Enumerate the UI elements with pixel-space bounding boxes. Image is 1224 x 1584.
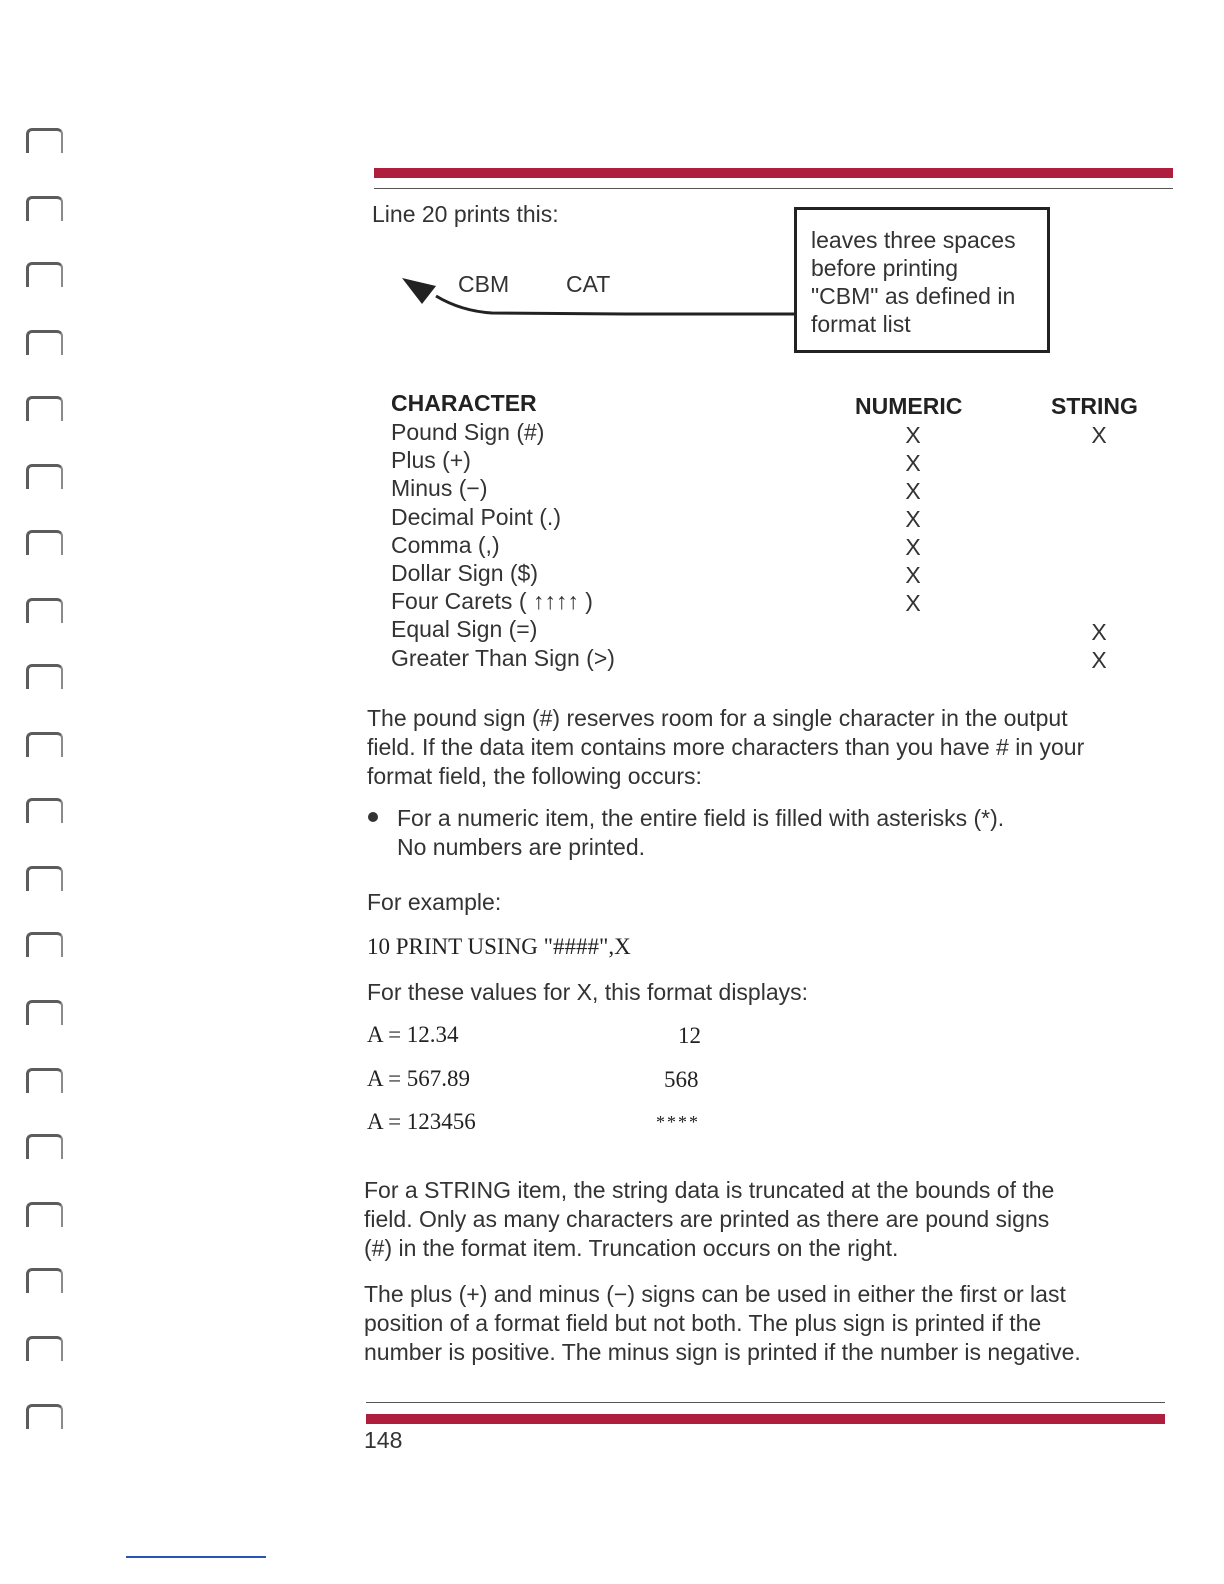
bullet-dot	[368, 812, 378, 822]
bullet-line: For a numeric item, the entire field is filled with asterisks (*).	[397, 805, 1005, 831]
header-character: CHARACTER	[391, 390, 537, 416]
binding-ring	[26, 1202, 63, 1227]
binding-ring	[26, 330, 63, 355]
top-thin-rule	[374, 188, 1173, 189]
example-output: ****	[656, 1112, 700, 1132]
bullet-numeric-item	[397, 804, 1004, 862]
paragraph-line: field. Only as many characters are printed as there are pound signs	[364, 1206, 1050, 1232]
paragraph-line: The pound sign (#) reserves room for a single character in the output	[367, 705, 1068, 731]
paragraph-line: field. If the data item contains more characters than you have # in your	[367, 734, 1085, 760]
output-word-cbm: CBM	[458, 271, 510, 297]
example-output: 568	[664, 1067, 699, 1092]
binding-ring	[26, 1000, 63, 1025]
header-numeric: NUMERIC	[855, 393, 963, 419]
row-numeric: X	[905, 450, 921, 476]
binding-ring	[26, 1336, 63, 1361]
callout-line: before printing	[811, 255, 959, 281]
binding-ring	[26, 530, 63, 555]
binding-ring	[26, 798, 63, 823]
example-input: A = 12.34	[367, 1022, 459, 1047]
binding-ring	[26, 1134, 63, 1159]
scan-edge-line	[126, 1556, 266, 1558]
top-red-rule	[374, 168, 1173, 178]
page-number: 148	[364, 1427, 403, 1453]
paragraph-line: (#) in the format item. Truncation occurs on the right.	[364, 1235, 899, 1261]
header-string: STRING	[1051, 393, 1138, 419]
row-label: Equal Sign (=)	[391, 616, 538, 642]
binding-ring	[26, 262, 63, 287]
binding-ring	[26, 396, 63, 421]
example-output: 12	[678, 1023, 701, 1048]
output-word-cat: CAT	[566, 271, 611, 297]
row-label: Plus (+)	[391, 447, 471, 473]
example-label: For example:	[367, 889, 502, 915]
binding-ring	[26, 1268, 63, 1293]
binding-ring	[26, 664, 63, 689]
binding-ring	[26, 866, 63, 891]
paragraph-line: The plus (+) and minus (−) signs can be used in either the first or last	[364, 1281, 1066, 1307]
bottom-red-rule	[366, 1414, 1165, 1424]
row-label: Minus (−)	[391, 475, 488, 501]
row-string: X	[1091, 619, 1107, 645]
binding-ring	[26, 732, 63, 757]
paragraph-plus-minus	[364, 1280, 1081, 1367]
row-label: Four Carets ( ↑↑↑↑ )	[391, 588, 593, 614]
paragraph-line: For a STRING item, the string data is truncated at the bounds of the	[364, 1177, 1055, 1203]
paragraph-line: position of a format field but not both. The plus sign is printed if the	[364, 1310, 1042, 1336]
binding-ring	[26, 598, 63, 623]
callout-line: leaves three spaces	[811, 227, 1016, 253]
paragraph-string-item	[364, 1176, 1054, 1263]
paragraph-line: number is positive. The minus sign is printed if the number is negative.	[364, 1339, 1081, 1365]
row-numeric: X	[905, 506, 921, 532]
bullet-line: No numbers are printed.	[397, 834, 646, 860]
row-numeric: X	[905, 422, 921, 448]
callout-line: format list	[811, 311, 911, 337]
row-label: Greater Than Sign (>)	[391, 645, 615, 671]
callout-box	[794, 207, 1050, 353]
row-label: Comma (,)	[391, 532, 500, 558]
code-line: 10 PRINT USING "####",X	[367, 934, 631, 959]
row-numeric: X	[905, 562, 921, 588]
row-string: X	[1091, 647, 1107, 673]
row-numeric: X	[905, 590, 921, 616]
values-intro: For these values for X, this format displays:	[367, 979, 809, 1005]
arrow-head	[402, 278, 436, 304]
example-input: A = 123456	[367, 1109, 476, 1134]
bottom-thin-rule	[366, 1402, 1165, 1403]
row-string: X	[1091, 422, 1107, 448]
binding-ring	[26, 128, 63, 153]
paragraph-line: format field, the following occurs:	[367, 763, 702, 789]
binding-ring	[26, 1068, 63, 1093]
example-input: A = 567.89	[367, 1066, 471, 1091]
callout-line: "CBM" as defined in	[811, 283, 1016, 309]
row-numeric: X	[905, 534, 921, 560]
row-label: Pound Sign (#)	[391, 419, 545, 445]
binding-ring	[26, 464, 63, 489]
paragraph-pound-sign	[367, 704, 1084, 791]
row-numeric: X	[905, 478, 921, 504]
binding-ring	[26, 196, 63, 221]
callout-arrow	[396, 270, 796, 322]
binding-ring	[26, 1404, 63, 1429]
binding-ring	[26, 932, 63, 957]
arrow-line	[436, 296, 794, 314]
row-label: Dollar Sign ($)	[391, 560, 538, 586]
intro-text: Line 20 prints this:	[372, 201, 559, 227]
row-label: Decimal Point (.)	[391, 504, 561, 530]
